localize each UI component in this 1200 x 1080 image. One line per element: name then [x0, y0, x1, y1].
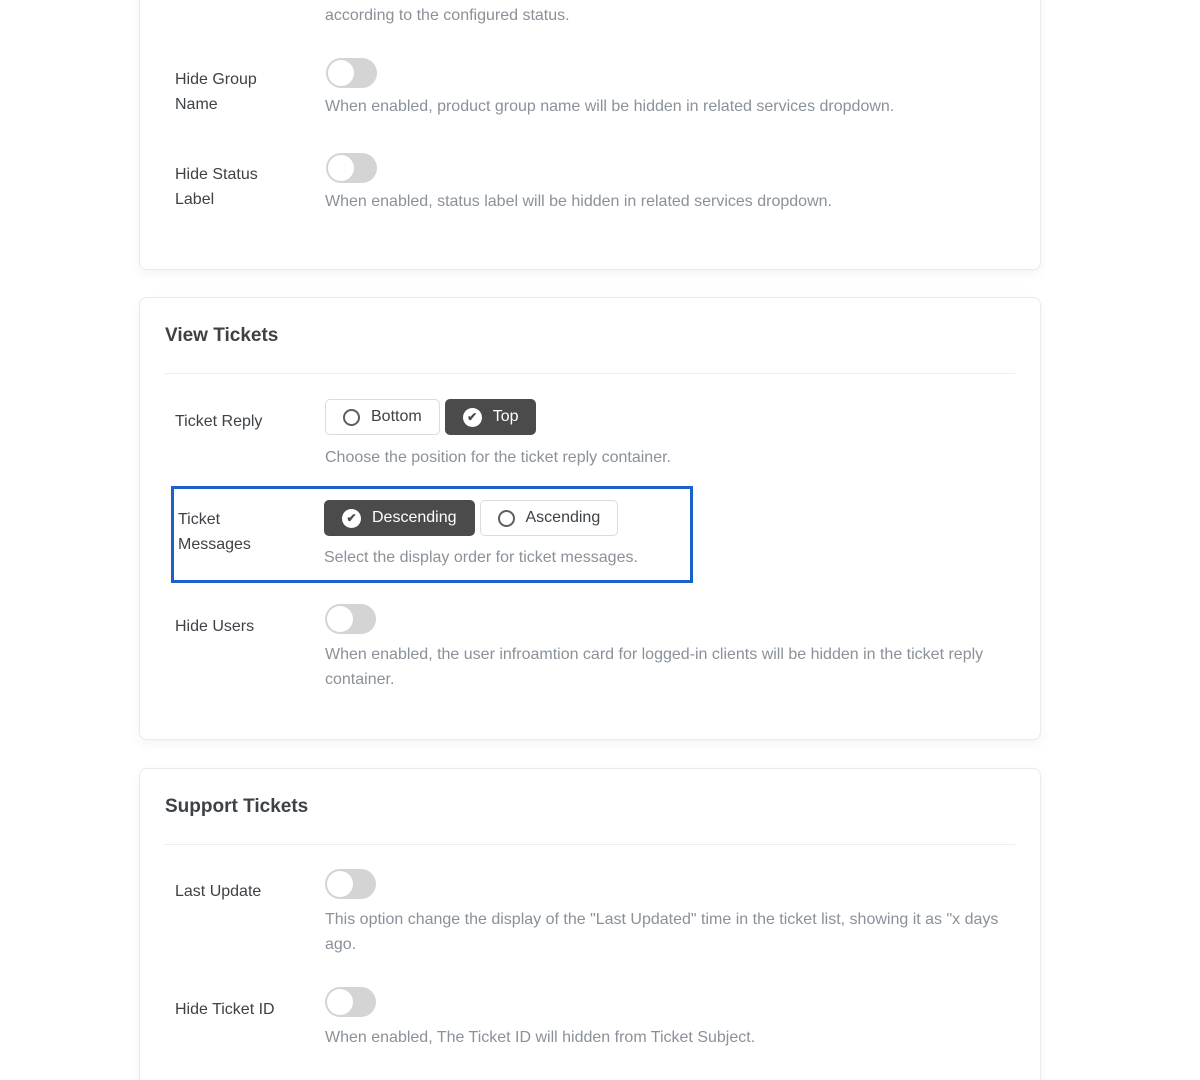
row-label: Hide Status Label: [175, 166, 258, 208]
row-description: When enabled, The Ticket ID will hidden from Ticket Subject.: [325, 1029, 756, 1046]
section-divider: [165, 373, 1015, 374]
ticket-reply-bottom-button[interactable]: [325, 399, 440, 435]
hide-ticket-id-row: [165, 987, 1015, 1050]
row-label: Last Update: [175, 883, 262, 900]
card-view-tickets: [139, 297, 1041, 740]
row-label: Hide Users: [175, 618, 255, 635]
hide-users-row: [165, 604, 1015, 692]
row-description: according to the configured status.: [325, 7, 570, 24]
radio-circle-icon: [498, 510, 515, 527]
radio-circle-icon: [343, 409, 360, 426]
row-label: Hide Ticket ID: [175, 1001, 275, 1018]
ticket-reply-top-button[interactable]: [445, 399, 537, 435]
button-label: Top: [492, 408, 519, 425]
card-title: Support Tickets: [165, 796, 309, 817]
toggle-knob: [327, 871, 353, 897]
row-description: Choose the position for the ticket reply container.: [325, 449, 671, 466]
check-circle-icon: ✔: [342, 509, 361, 528]
last-update-toggle[interactable]: [325, 869, 376, 899]
highlight-outline: [171, 486, 693, 583]
toggle-knob: [328, 60, 354, 86]
card-support-tickets: [139, 768, 1041, 1080]
card-title: View Tickets: [165, 325, 279, 346]
ticket-messages-button-group: [324, 500, 690, 536]
row-label: Ticket Reply: [175, 413, 263, 430]
card-general: [139, 0, 1041, 270]
check-circle-icon: ✔: [463, 408, 482, 427]
row-label: Hide Group Name: [175, 71, 257, 113]
toggle-knob: [327, 606, 353, 632]
ticket-reply-button-group: [325, 399, 1015, 435]
toggle-knob: [328, 155, 354, 181]
row-description: When enabled, the user infroamtion card for logged-in clients will be hidden in the ticket reply container.: [325, 646, 984, 688]
row-label: Ticket Messages: [178, 511, 251, 553]
ticket-messages-ascending-button[interactable]: [480, 500, 619, 536]
hide-ticket-id-toggle[interactable]: [325, 987, 376, 1017]
row-description: Select the display order for ticket messages.: [324, 549, 638, 566]
hide-status-label-toggle[interactable]: [326, 153, 377, 183]
ticket-messages-row: [174, 500, 690, 570]
ticket-messages-descending-button[interactable]: [324, 500, 475, 536]
section-divider: [165, 844, 1015, 845]
row-description: This option change the display of the "Last Updated" time in the ticket list, showing it as "x days ago.: [325, 911, 999, 953]
row-description: When enabled, product group name will be hidden in related services dropdown.: [325, 98, 895, 115]
hide-users-toggle[interactable]: [325, 604, 376, 634]
last-update-row: [165, 869, 1015, 957]
button-label: Bottom: [371, 408, 422, 425]
button-label: Descending: [372, 509, 457, 526]
row-description: When enabled, status label will be hidden in related services dropdown.: [325, 193, 832, 210]
toggle-knob: [327, 989, 353, 1015]
ticket-reply-row: [165, 399, 1015, 470]
button-label: Ascending: [525, 509, 601, 526]
hide-group-name-toggle[interactable]: [326, 58, 377, 88]
